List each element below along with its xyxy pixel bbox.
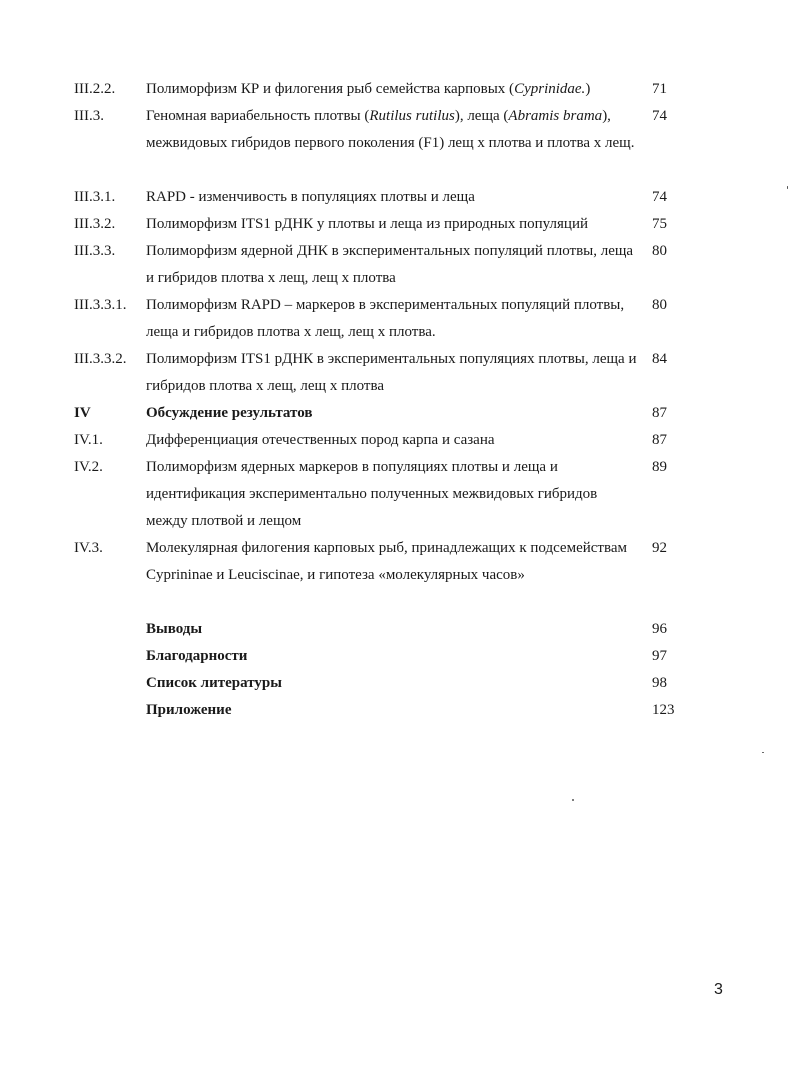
section-number: III.3. — [74, 108, 104, 124]
section-page: 96 — [652, 621, 667, 637]
section-page: 89 — [652, 459, 667, 475]
section-page: 74 — [652, 189, 667, 205]
section-title: Полиморфизм ядерной ДНК в экспериментальных популяций плотвы, леща и гибридов плотва х лещ, лещ х плотва — [146, 243, 634, 286]
scan-speck — [762, 752, 764, 753]
section-title: Дифференциация отечественных пород карпа и сазана — [146, 432, 495, 448]
section-title: Молекулярная филогения карповых рыб, принадлежащих к подсемействам Cyprininae и Leuciscinae, и гипотеза «молекулярных часов» — [146, 540, 628, 583]
section-page: 87 — [652, 405, 667, 421]
section-number: III.3.2. — [74, 216, 116, 232]
section-title: Обсуждение результатов — [146, 405, 313, 421]
section-title: Полиморфизм ITS1 рДНК в экспериментальных популяциях плотвы, леща и гибридов плотва х лещ, лещ х плотва — [146, 351, 637, 394]
page-number: 3 — [714, 981, 723, 998]
section-page: 123 — [652, 702, 675, 718]
scan-speck — [572, 799, 574, 801]
section-title: Геномная вариабельность плотвы (Rutilus rutilus), леща (Abramis brama), межвидовых гибридов первого поколения (F1) лещ х плотва и плотва х лещ. — [146, 108, 635, 151]
section-title: Приложение — [146, 702, 232, 718]
section-title: Полиморфизм RAPD – маркеров в экспериментальных популяций плотвы, леща и гибридов плотва х лещ, лещ х плотва. — [146, 297, 625, 340]
section-number: III.3.1. — [74, 189, 116, 205]
section-title: RAPD - изменчивость в популяциях плотвы и леща — [146, 189, 475, 205]
section-title: Полиморфизм ядерных маркеров в популяциях плотвы и леща и идентификация экспериментально полученных межвидовых гибридов между плотвой и лещом — [146, 459, 598, 529]
section-number: IV.2. — [74, 459, 103, 475]
section-number: III.2.2. — [74, 81, 116, 97]
section-number: III.3.3. — [74, 243, 116, 259]
section-page: 84 — [652, 351, 667, 367]
section-number: III.3.3.1. — [74, 297, 127, 313]
section-title: Полиморфизм ITS1 рДНК у плотвы и леща из природных популяций — [146, 216, 588, 232]
section-page: 71 — [652, 81, 667, 97]
section-number: IV — [74, 405, 91, 421]
section-number: IV.1. — [74, 432, 103, 448]
section-page: 80 — [652, 297, 667, 313]
section-page: 80 — [652, 243, 667, 259]
section-page: 74 — [652, 108, 667, 124]
section-title: Выводы — [146, 621, 203, 637]
section-title: Полиморфизм КР и филогения рыб семейства карповых (Cyprinidae.) — [146, 81, 591, 97]
section-page: 98 — [652, 675, 667, 691]
section-page: 75 — [652, 216, 667, 232]
section-number: IV.3. — [74, 540, 103, 556]
section-page: 97 — [652, 648, 667, 664]
section-title: Благодарности — [146, 648, 248, 664]
scan-speck — [787, 186, 788, 189]
section-title: Список литературы — [146, 675, 282, 691]
section-page: 92 — [652, 540, 667, 556]
section-page: 87 — [652, 432, 667, 448]
section-number: III.3.3.2. — [74, 351, 127, 367]
